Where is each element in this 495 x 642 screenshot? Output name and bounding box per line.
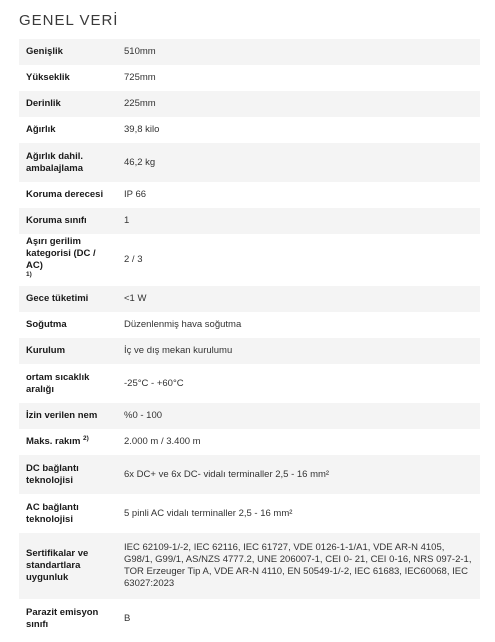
row-value: 1: [118, 208, 480, 234]
row-label: Soğutma: [19, 312, 118, 338]
table-row: [19, 39, 480, 65]
row-label: Derinlik: [19, 91, 118, 117]
table-row: [19, 286, 480, 312]
spec-table-body: [19, 39, 480, 638]
row-value: 2 / 3: [118, 234, 480, 286]
row-label: Sertifikalar ve standartlara uygunluk: [19, 533, 118, 599]
table-row: [19, 403, 480, 429]
row-label: Ağırlık dahil. ambalajlama: [19, 143, 118, 182]
row-label: Maks. rakım $^{2)}$: [19, 429, 118, 455]
row-value: Düzenlenmiş hava soğutma: [118, 312, 480, 338]
table-row: [19, 599, 480, 638]
table-row: [19, 143, 480, 182]
row-value: 725mm: [118, 65, 480, 91]
row-value: 510mm: [118, 39, 480, 65]
table-row: [19, 234, 480, 286]
table-row: [19, 91, 480, 117]
section-title: GENEL VERİ: [19, 12, 119, 29]
table-row: [19, 494, 480, 533]
row-label: AC bağlantı teknolojisi: [19, 494, 118, 533]
table-row: [19, 117, 480, 143]
row-label: Aşırı gerilim kategorisi (DC / AC) $^{1)}$: [19, 234, 118, 286]
row-value: İç ve dış mekan kurulumu: [118, 338, 480, 364]
row-label: DC bağlantı teknolojisi: [19, 455, 118, 494]
row-value: 2.000 m / 3.400 m: [118, 429, 480, 455]
table-row: [19, 533, 480, 599]
footnote-marker: 2): [83, 434, 89, 442]
row-value: 39,8 kilo: [118, 117, 480, 143]
row-label: Koruma derecesi: [19, 182, 118, 208]
table-row: [19, 429, 480, 455]
row-label: Koruma sınıfı: [19, 208, 118, 234]
row-value: 225mm: [118, 91, 480, 117]
table-row: [19, 312, 480, 338]
spec-table: [19, 39, 480, 638]
table-row: [19, 182, 480, 208]
row-value: 5 pinli AC vidalı terminaller 2,5 - 16 mm²: [118, 494, 480, 533]
row-label: İzin verilen nem: [19, 403, 118, 429]
row-value: 46,2 kg: [118, 143, 480, 182]
row-value: <1 W: [118, 286, 480, 312]
row-value: IEC 62109-1/-2, IEC 62116, IEC 61727, VDE 0126-1-1/A1, VDE AR-N 4105, G98/1, G99/1, AS/NZS 4777.2, UNE 206007-1, CEI 0- 21, CEI 0-16, NRS 097-2-1, TOR Erzeuger Tip A, VDE AR-N 4110, EN 50549-1/-2, IEC 61683, IEC60068, IEC 63027:2023: [118, 533, 480, 599]
row-value: 6x DC+ ve 6x DC- vidalı terminaller 2,5 - 16 mm²: [118, 455, 480, 494]
row-label: Kurulum: [19, 338, 118, 364]
row-label: Gece tüketimi: [19, 286, 118, 312]
row-label: Genişlik: [19, 39, 118, 65]
table-row: [19, 338, 480, 364]
table-row: [19, 65, 480, 91]
row-value: %0 - 100: [118, 403, 480, 429]
row-value: -25°C - +60°C: [118, 364, 480, 403]
row-value: B: [118, 599, 480, 638]
row-label: Ağırlık: [19, 117, 118, 143]
row-value: IP 66: [118, 182, 480, 208]
row-label: Parazit emisyon sınıfı: [19, 599, 118, 638]
row-label: ortam sıcaklık aralığı: [19, 364, 118, 403]
row-label: Yükseklik: [19, 65, 118, 91]
table-row: [19, 364, 480, 403]
footnote-marker: 1): [26, 270, 32, 278]
table-row: [19, 208, 480, 234]
table-row: [19, 455, 480, 494]
